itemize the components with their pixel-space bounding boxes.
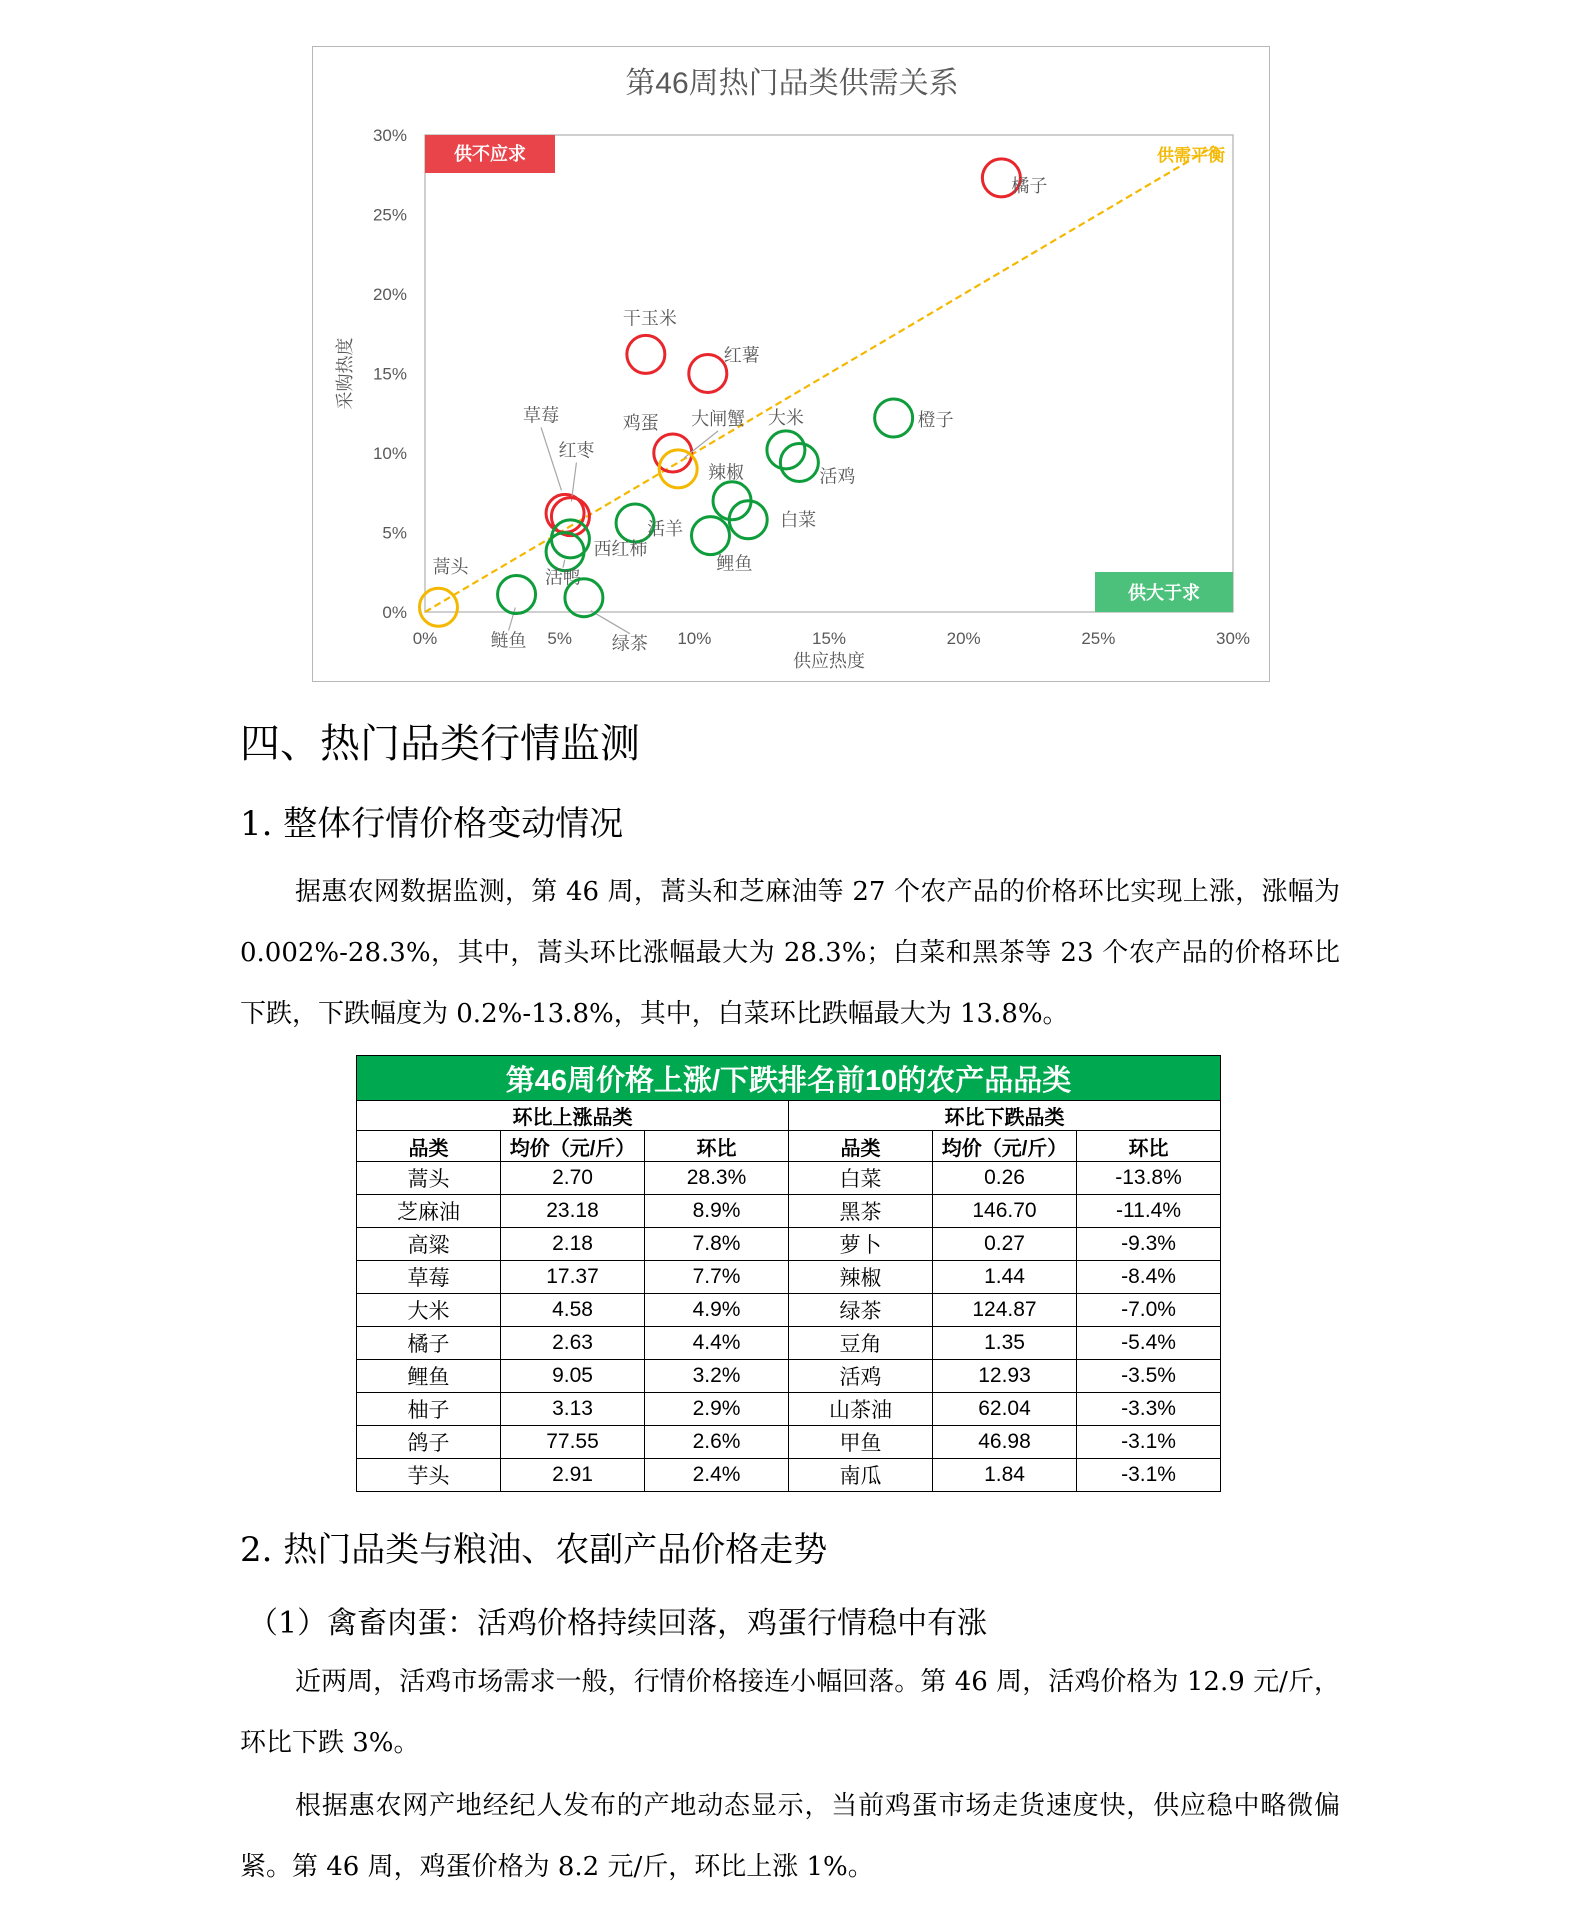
table-cell: 2.70 <box>501 1162 645 1195</box>
table-cell: 活鸡 <box>789 1360 933 1393</box>
y-tick-label: 0% <box>382 603 407 622</box>
table-cell: 芝麻油 <box>357 1195 501 1228</box>
table-cell: 2.63 <box>501 1327 645 1360</box>
table-cell: -3.1% <box>1077 1426 1221 1459</box>
table-cell: 芋头 <box>357 1459 501 1492</box>
table-cell: 8.9% <box>645 1195 789 1228</box>
y-tick-label: 20% <box>372 285 407 304</box>
table-cell: 0.26 <box>933 1162 1077 1195</box>
point-label: 红枣 <box>558 440 595 461</box>
chart-title: 第46周热门品类供需关系 <box>625 67 959 100</box>
table-cell: -5.4% <box>1077 1327 1221 1360</box>
oversupply-label: 供大于求 <box>1128 583 1200 603</box>
table-cell: 4.4% <box>645 1327 789 1360</box>
point-label: 大闸蟹 <box>691 408 746 429</box>
table-cell: 124.87 <box>933 1294 1077 1327</box>
point-label: 绿茶 <box>611 633 648 654</box>
subsection-title-livestock: （1）禽畜肉蛋：活鸡价格持续回落，鸡蛋行情稳中有涨 <box>248 1606 988 1641</box>
table-cell: 柚子 <box>357 1393 501 1426</box>
table-cell: 77.55 <box>501 1426 645 1459</box>
section-title: 四、热门品类行情监测 <box>240 721 640 767</box>
group-header-up: 环比上涨品类 <box>357 1101 789 1131</box>
y-tick-label: 15% <box>372 364 407 384</box>
table-cell: 高粱 <box>357 1228 501 1261</box>
table-cell: -11.4% <box>1077 1195 1221 1228</box>
table-row <box>357 1327 1221 1360</box>
table-row <box>357 1360 1221 1393</box>
table-cell: 大米 <box>357 1294 501 1327</box>
y-tick-label: 10% <box>372 444 407 463</box>
table-cell: 28.3% <box>645 1162 789 1195</box>
subsection-title-trend: 2. 热门品类与粮油、农副产品价格走势 <box>240 1530 828 1570</box>
table-cell: -3.1% <box>1077 1459 1221 1492</box>
point-label: 活鸭 <box>545 567 582 588</box>
point-label: 鲢鱼 <box>490 630 527 651</box>
table-cell: 23.18 <box>501 1195 645 1228</box>
point-label: 大米 <box>767 407 804 428</box>
data-point <box>691 517 729 555</box>
column-header: 环比 <box>645 1131 789 1162</box>
table-row <box>357 1228 1221 1261</box>
x-axis-label: 供应热度 <box>793 651 865 671</box>
balance-label: 供需平衡 <box>1157 146 1225 165</box>
x-tick-label: 0% <box>412 629 438 648</box>
y-tick-label: 30% <box>372 126 407 145</box>
point-label: 活鸡 <box>819 466 856 487</box>
table-row <box>357 1294 1221 1327</box>
point-label: 红薯 <box>723 345 760 366</box>
table-cell: 4.58 <box>501 1294 645 1327</box>
table-row <box>357 1426 1221 1459</box>
table-cell: 辣椒 <box>789 1261 933 1294</box>
table-caption: 第46周价格上涨/下跌排名前10的农产品品类 <box>357 1056 1221 1101</box>
column-header: 品类 <box>789 1131 933 1162</box>
table-row <box>357 1261 1221 1294</box>
price-ranking-table <box>356 1055 1221 1492</box>
x-tick-label: 30% <box>1215 629 1251 648</box>
table-cell: 3.13 <box>501 1393 645 1426</box>
table-cell: 1.44 <box>933 1261 1077 1294</box>
leader-line <box>563 560 565 568</box>
x-tick-label: 15% <box>811 629 847 648</box>
table-cell: 1.35 <box>933 1327 1077 1360</box>
y-tick-label: 5% <box>382 523 407 543</box>
table-row <box>357 1459 1221 1492</box>
table-cell: 62.04 <box>933 1393 1077 1426</box>
table-cell: 1.84 <box>933 1459 1077 1492</box>
undersupply-label: 供不应求 <box>454 144 526 164</box>
table-cell: -7.0% <box>1077 1294 1221 1327</box>
paragraph-eggs: 根据惠农网产地经纪人发布的产地动态显示，当前鸡蛋市场走货速度快，供应稳中略微偏紧。第 46 周，鸡蛋价格为 8.2 元/斤，环比上涨 1%。 <box>240 1791 1340 1882</box>
point-label: 西红柿 <box>593 538 648 559</box>
table-cell: 2.91 <box>501 1459 645 1492</box>
data-point <box>689 355 727 393</box>
table-cell: 7.7% <box>645 1261 789 1294</box>
table-cell: 2.18 <box>501 1228 645 1261</box>
chart-svg <box>313 47 1271 683</box>
table-cell: 3.2% <box>645 1360 789 1393</box>
point-label: 白菜 <box>780 509 817 530</box>
table-cell: 46.98 <box>933 1426 1077 1459</box>
table-cell: 草莓 <box>357 1261 501 1294</box>
point-label: 辣椒 <box>708 462 745 483</box>
table-cell: 豆角 <box>789 1327 933 1360</box>
y-tick-label: 25% <box>372 205 407 225</box>
table-cell: -3.5% <box>1077 1360 1221 1393</box>
paragraph-live-chicken: 近两周，活鸡市场需求一般，行情价格接连小幅回落。第 46 周，活鸡价格为 12.9 元/斤，环比下跌 3%。 <box>240 1667 1340 1758</box>
balance-line <box>425 146 1214 612</box>
table-body <box>357 1162 1221 1492</box>
column-header: 均价（元/斤） <box>501 1131 645 1162</box>
table-cell: -3.3% <box>1077 1393 1221 1426</box>
table-cell: -13.8% <box>1077 1162 1221 1195</box>
table-cell: 蒿头 <box>357 1162 501 1195</box>
point-label: 草莓 <box>523 405 560 426</box>
x-tick-label: 10% <box>677 629 712 648</box>
table-cell: 2.4% <box>645 1459 789 1492</box>
group-header-down: 环比下跌品类 <box>789 1101 1221 1131</box>
point-label: 干玉米 <box>622 308 677 329</box>
table-cell: 黑茶 <box>789 1195 933 1228</box>
table-cell: 白菜 <box>789 1162 933 1195</box>
point-label: 鲤鱼 <box>716 553 753 574</box>
x-tick-label: 5% <box>547 629 572 648</box>
table-cell: 绿茶 <box>789 1294 933 1327</box>
point-label: 橙子 <box>917 410 954 431</box>
y-axis-label: 采购热度 <box>335 337 355 410</box>
table-cell: 7.8% <box>645 1228 789 1261</box>
table-cell: 12.93 <box>933 1360 1077 1393</box>
data-point <box>627 335 665 373</box>
table-cell: 4.9% <box>645 1294 789 1327</box>
point-label: 活羊 <box>647 518 684 539</box>
column-header: 均价（元/斤） <box>933 1131 1077 1162</box>
point-label: 橘子 <box>1011 175 1048 196</box>
column-header: 品类 <box>357 1131 501 1162</box>
table-cell: -8.4% <box>1077 1261 1221 1294</box>
table-cell: 146.70 <box>933 1195 1077 1228</box>
table-cell: -9.3% <box>1077 1228 1221 1261</box>
leader-line <box>591 611 630 634</box>
data-point <box>875 399 913 437</box>
data-point <box>565 579 603 617</box>
table-cell: 2.6% <box>645 1426 789 1459</box>
subsection-title-overall: 1. 整体行情价格变动情况 <box>240 804 624 844</box>
data-point <box>546 533 584 571</box>
table-cell: 山茶油 <box>789 1393 933 1426</box>
point-label: 蒿头 <box>432 557 469 578</box>
table-cell: 甲鱼 <box>789 1426 933 1459</box>
column-header: 环比 <box>1077 1131 1221 1162</box>
table-cell: 橘子 <box>357 1327 501 1360</box>
x-tick-label: 25% <box>1081 629 1116 648</box>
table-cell: 鲤鱼 <box>357 1360 501 1393</box>
data-point <box>498 576 536 614</box>
table-cell: 2.9% <box>645 1393 789 1426</box>
table-row <box>357 1162 1221 1195</box>
table-row <box>357 1195 1221 1228</box>
table-cell: 17.37 <box>501 1261 645 1294</box>
supply-demand-chart <box>312 46 1270 682</box>
table-cell: 9.05 <box>501 1360 645 1393</box>
table-cell: 0.27 <box>933 1228 1077 1261</box>
table-cell: 鸽子 <box>357 1426 501 1459</box>
table-cell: 萝卜 <box>789 1228 933 1261</box>
table-cell: 南瓜 <box>789 1459 933 1492</box>
table-row <box>357 1393 1221 1426</box>
table-header-row <box>357 1131 1221 1162</box>
x-tick-label: 20% <box>946 629 981 648</box>
paragraph-overall: 据惠农网数据监测，第 46 周，蒿头和芝麻油等 27 个农产品的价格环比实现上涨，涨幅为 0.002%-28.3%，其中，蒿头环比涨幅最大为 28.3%；白菜和黑茶等 23 个农产品的价格环比下跌，下跌幅度为 0.2%-13.8%，其中，白菜环比跌幅最大为 13.8%。 <box>240 877 1340 1029</box>
point-label: 鸡蛋 <box>622 413 659 433</box>
